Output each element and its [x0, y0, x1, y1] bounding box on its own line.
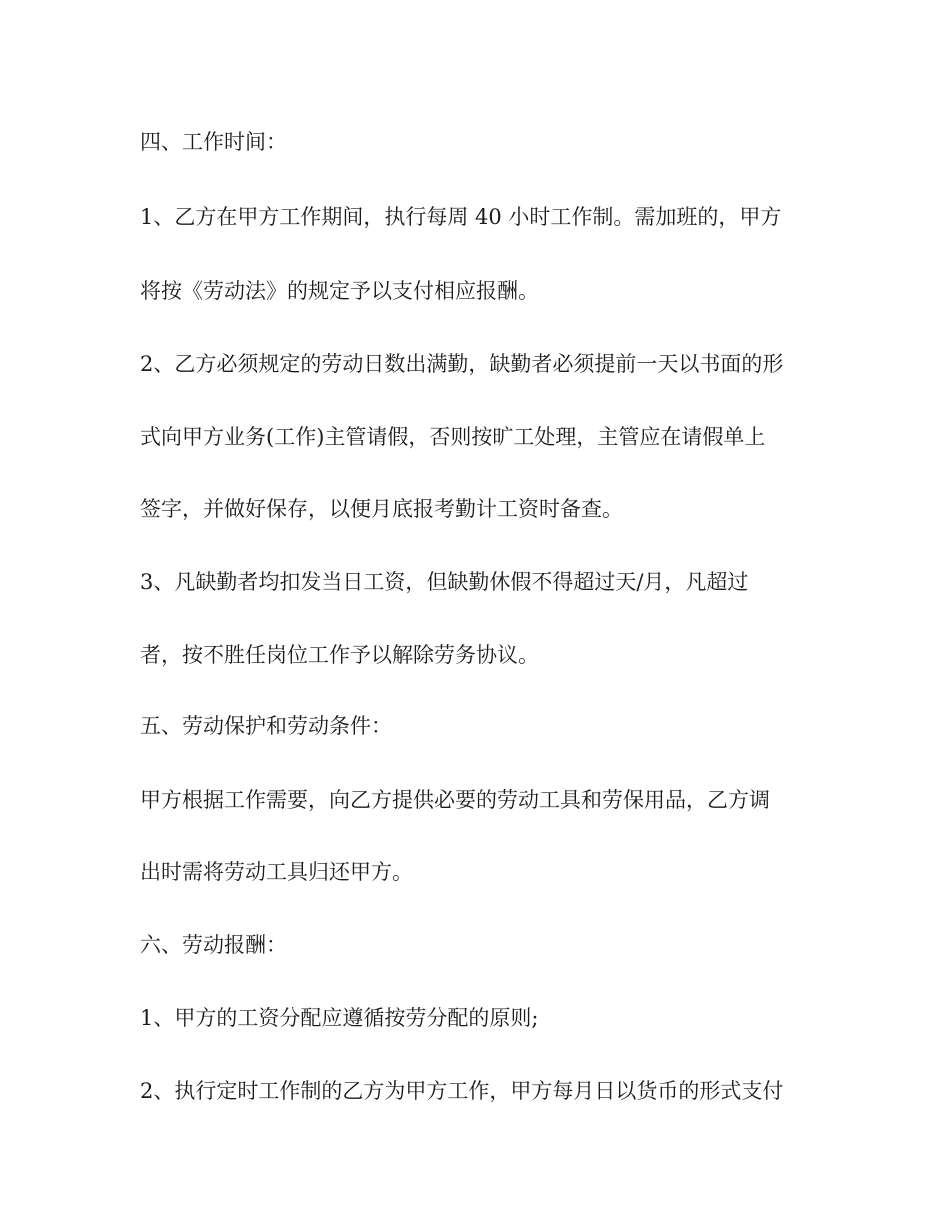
paragraph-line: 式向甲方业务(工作)主管请假，否则按旷工处理，主管应在请假单上	[140, 425, 766, 449]
paragraph-line: 2、乙方必须规定的劳动日数出满勤，缺勤者必须提前一天以书面的形	[140, 352, 784, 376]
paragraph-line: 出时需将劳动工具归还甲方。	[140, 860, 413, 884]
paragraph-line: 1、甲方的工资分配应遵循按劳分配的原则;	[140, 1006, 539, 1030]
paragraph-line: 2、执行定时工作制的乙方为甲方工作，甲方每月日以货币的形式支付	[140, 1079, 784, 1103]
section-heading-labor-protection: 五、劳动保护和劳动条件：	[140, 714, 392, 738]
paragraph-line: 甲方根据工作需要，向乙方提供必要的劳动工具和劳保用品，乙方调	[140, 788, 770, 812]
section-heading-work-hours: 四、工作时间：	[140, 130, 287, 154]
paragraph-line: 1、乙方在甲方工作期间，执行每周 40 小时工作制。需加班的，甲方	[140, 205, 782, 229]
paragraph-line: 将按《劳动法》的规定予以支付相应报酬。	[140, 279, 539, 303]
paragraph-line: 者，按不胜任岗位工作予以解除劳务协议。	[140, 643, 539, 667]
paragraph-line: 3、凡缺勤者均扣发当日工资，但缺勤休假不得超过天/月，凡超过	[140, 570, 749, 594]
section-heading-remuneration: 六、劳动报酬：	[140, 933, 287, 957]
paragraph-line: 签字，并做好保存，以便月底报考勤计工资时备查。	[140, 497, 623, 521]
